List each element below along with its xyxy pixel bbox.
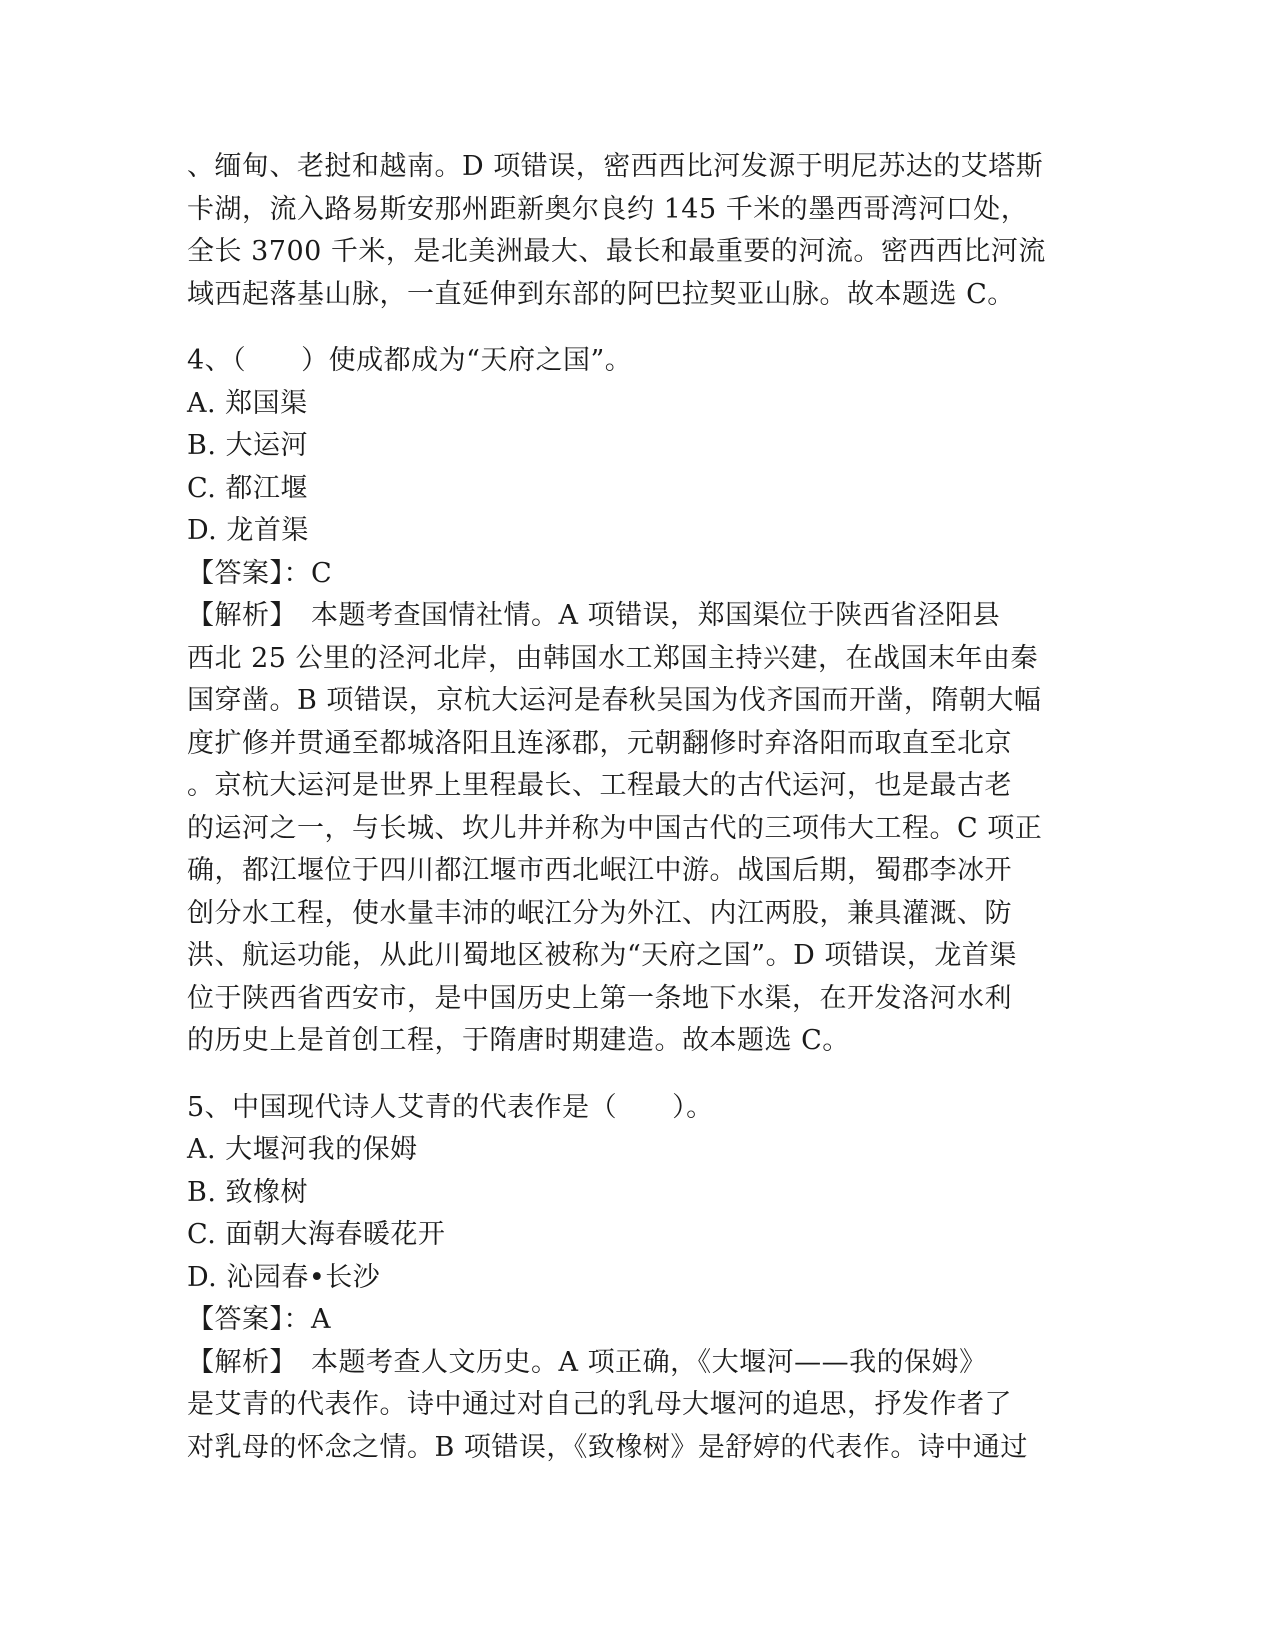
- analysis-line: 位于陕西省西安市，是中国历史上第一条地下水渠，在开发洛河水利: [187, 982, 1012, 1014]
- answer-line: 【答案】：C: [187, 557, 333, 589]
- analysis-line: 【解析】 本题考查人文历史。A 项正确，《大堰河——我的保姆》: [187, 1346, 987, 1378]
- option-b: B. 大运河: [187, 430, 309, 461]
- question-4: [187, 340, 1087, 1063]
- analysis-line: 洪、航运功能，从此川蜀地区被称为“天府之国”。D 项错误，龙首渠: [187, 940, 1017, 971]
- answer-line: 【答案】：A: [187, 1304, 331, 1335]
- option-a: A. 郑国渠: [187, 387, 308, 419]
- option-a: A. 大堰河我的保姆: [187, 1134, 418, 1165]
- analysis-line: 【解析】 本题考查国情社情。A 项错误，郑国渠位于陕西省泾阳县: [187, 600, 1001, 631]
- question-stem: 5、中国现代诗人艾青的代表作是（ ）。: [187, 1091, 714, 1123]
- option-d: D. 龙首渠: [187, 515, 309, 546]
- spacer: [187, 316, 1087, 340]
- analysis-line: 西北 25 公里的泾河北岸，由韩国水工郑国主持兴建，在战国末年由秦: [187, 642, 1039, 674]
- analysis-line: 度扩修并贯通至都城洛阳且连涿郡，元朝翻修时弃洛阳而取直至北京: [187, 727, 1012, 759]
- analysis-block: [187, 1342, 1087, 1470]
- option-d: D. 沁园春•长沙: [187, 1261, 381, 1293]
- text-line: 域西起落基山脉，一直延伸到东部的阿巴拉契亚山脉。故本题选 C。: [187, 278, 1015, 310]
- text-line: 全长 3700 千米，是北美洲最大、最长和最重要的河流。密西西比河流: [187, 236, 1046, 267]
- previous-analysis-continuation: [187, 146, 1087, 316]
- analysis-line: 。京杭大运河是世界上里程最长、工程最大的古代运河，也是最古老: [187, 770, 1012, 801]
- analysis-line: 国穿凿。B 项错误，京杭大运河是春秋吴国为伐齐国而开凿，隋朝大幅: [187, 685, 1042, 716]
- analysis-line: 是艾青的代表作。诗中通过对自己的乳母大堰河的追思，抒发作者了: [187, 1389, 1012, 1420]
- analysis-line: 创分水工程，使水量丰沛的岷江分为外江、内江两股，兼具灌溉、防: [187, 897, 1012, 929]
- option-c: C. 面朝大海春暖花开: [187, 1219, 446, 1250]
- document-page: [187, 146, 1087, 1469]
- spacer: [187, 1063, 1087, 1087]
- analysis-block: [187, 595, 1087, 1063]
- question-stem: 4、（ ）使成都成为“天府之国”。: [187, 345, 633, 376]
- analysis-line: 的历史上是首创工程，于隋唐时期建造。故本题选 C。: [187, 1025, 850, 1056]
- analysis-line: 确，都江堰位于四川都江堰市西北岷江中游。战国后期，蜀郡李冰开: [187, 855, 1012, 886]
- text-line: 、缅甸、老挝和越南。D 项错误，密西西比河发源于明尼苏达的艾塔斯: [187, 151, 1044, 182]
- text-line: 卡湖，流入路易斯安那州距新奥尔良约 145 千米的墨西哥湾河口处，: [187, 193, 1029, 225]
- option-c: C. 都江堰: [187, 472, 308, 504]
- question-5: [187, 1087, 1087, 1470]
- option-b: B. 致橡树: [187, 1176, 309, 1208]
- analysis-line: 的运河之一，与长城、坎儿井并称为中国古代的三项伟大工程。C 项正: [187, 812, 1043, 844]
- analysis-line: 对乳母的怀念之情。B 项错误，《致橡树》是舒婷的代表作。诗中通过: [187, 1431, 1028, 1463]
